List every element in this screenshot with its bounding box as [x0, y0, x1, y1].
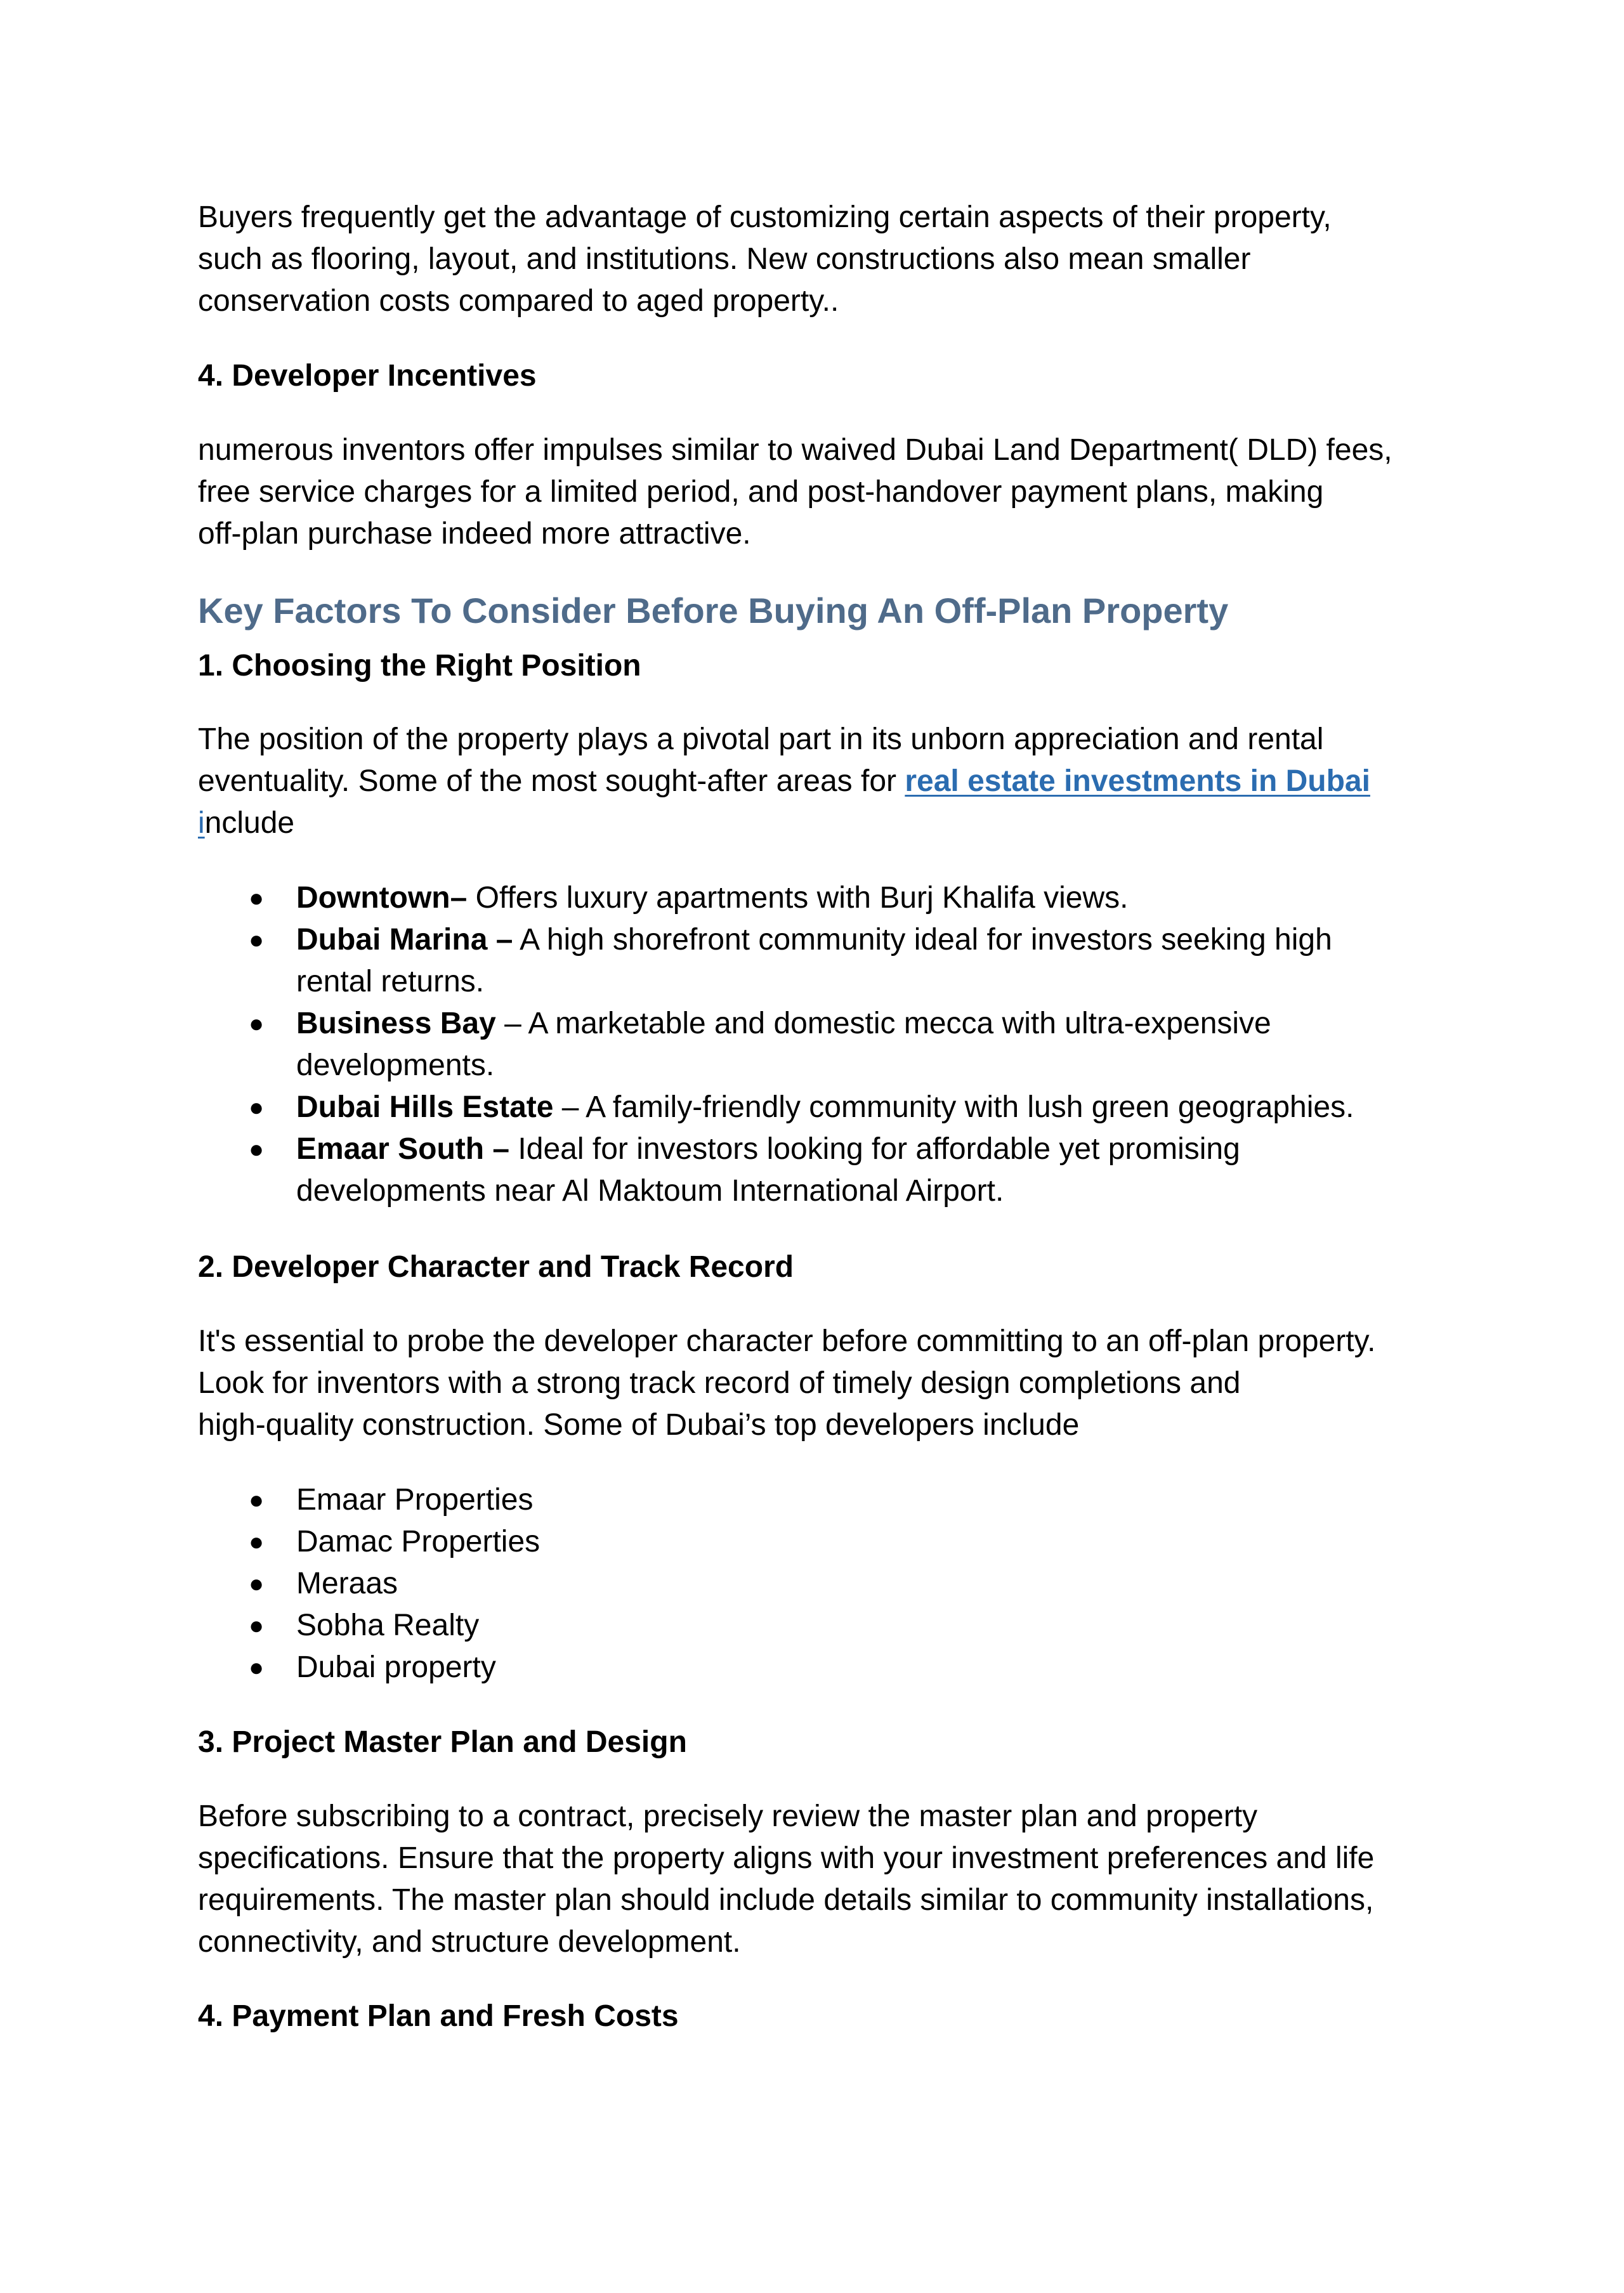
- list-item: [198, 1521, 1460, 1563]
- paragraph-line: connectivity, and structure development.: [198, 1925, 741, 1959]
- area-description: Offers luxury apartments with Burj Khalifa views.: [467, 881, 1129, 915]
- paragraph-line: requirements. The master plan should include details similar to community installations,: [198, 1883, 1374, 1917]
- include-link-char[interactable]: i: [198, 806, 205, 840]
- area-description-continued: developments near Al Maktoum International Airport.: [296, 1174, 1004, 1208]
- list-item: [198, 877, 1460, 919]
- list-item: [198, 1128, 1460, 1212]
- bullet-icon: ●: [249, 926, 265, 954]
- paragraph-text: nclude: [204, 806, 295, 840]
- area-name: Dubai Marina –: [296, 923, 513, 957]
- area-description: – A marketable and domestic mecca with ultra-expensive: [495, 1007, 1271, 1040]
- areas-list: [198, 877, 1460, 1212]
- payment-plan-heading: 4. Payment Plan and Fresh Costs: [198, 1999, 679, 2033]
- developer-name: Damac Properties: [296, 1525, 540, 1558]
- area-description-continued: rental returns.: [296, 965, 485, 998]
- developer-incentives-paragraph: [198, 429, 1460, 555]
- paragraph-line: Buyers frequently get the advantage of customizing certain aspects of their property,: [198, 200, 1332, 234]
- developers-list: [198, 1479, 1460, 1689]
- paragraph-line: It's essential to probe the developer character before committing to an off-plan property.: [198, 1324, 1376, 1358]
- bullet-icon: ●: [249, 1094, 265, 1121]
- paragraph-line: The position of the property plays a pivotal part in its unborn appreciation and rental: [198, 722, 1324, 756]
- developer-name: Dubai property: [296, 1650, 496, 1684]
- developer-character-heading: 2. Developer Character and Track Record: [198, 1250, 794, 1284]
- paragraph-line: Look for inventors with a strong track record of timely design completions and: [198, 1366, 1241, 1400]
- paragraph-line: numerous inventors offer impulses similar to waived Dubai Land Department( DLD) fees,: [198, 433, 1392, 467]
- list-item: [198, 919, 1460, 1003]
- list-item: [198, 1479, 1460, 1521]
- paragraph-line: high-quality construction. Some of Dubai’s top developers include: [198, 1408, 1080, 1442]
- paragraph-line: free service charges for a limited period, and post-handover payment plans, making: [198, 475, 1324, 509]
- list-item: [198, 1647, 1460, 1689]
- developer-character-paragraph: [198, 1321, 1460, 1446]
- intro-paragraph: [198, 197, 1460, 322]
- real-estate-investments-link[interactable]: real estate investments in Dubai: [905, 764, 1370, 798]
- paragraph-line: [198, 761, 1460, 802]
- paragraph-line: off-plan purchase indeed more attractive.: [198, 517, 751, 551]
- list-item: [198, 1003, 1460, 1087]
- area-name: Downtown–: [296, 881, 468, 915]
- area-description: – A family-friendly community with lush green geographies.: [553, 1090, 1354, 1124]
- paragraph-line: specifications. Ensure that the property aligns with your investment preferences and life: [198, 1841, 1375, 1875]
- developer-name: Sobha Realty: [296, 1609, 480, 1642]
- area-name: Emaar South –: [296, 1132, 510, 1166]
- area-name: Business Bay: [296, 1007, 496, 1040]
- paragraph-line: Before subscribing to a contract, precisely review the master plan and property: [198, 1800, 1258, 1833]
- key-factors-heading: Key Factors To Consider Before Buying An Off-Plan Property: [198, 591, 1229, 630]
- bullet-icon: ●: [249, 1486, 265, 1514]
- bullet-icon: ●: [249, 1612, 265, 1640]
- paragraph-line: [198, 802, 1460, 844]
- developer-incentives-heading: 4. Developer Incentives: [198, 359, 537, 393]
- list-item: [198, 1087, 1460, 1128]
- position-heading: 1. Choosing the Right Position: [198, 649, 641, 683]
- paragraph-line: such as flooring, layout, and institutions. New constructions also mean smaller: [198, 242, 1251, 276]
- paragraph-text: eventuality. Some of the most sought-after areas for: [198, 764, 905, 798]
- area-description: A high shorefront community ideal for investors seeking high: [513, 923, 1332, 957]
- list-item: [198, 1563, 1460, 1605]
- area-description-continued: developments.: [296, 1049, 495, 1082]
- bullet-icon: ●: [249, 1570, 265, 1598]
- paragraph-line: conservation costs compared to aged property..: [198, 284, 839, 318]
- master-plan-paragraph: [198, 1796, 1460, 1963]
- list-item: [198, 1605, 1460, 1647]
- developer-name: Emaar Properties: [296, 1483, 534, 1517]
- bullet-icon: ●: [249, 1135, 265, 1163]
- developer-name: Meraas: [296, 1567, 398, 1600]
- master-plan-heading: 3. Project Master Plan and Design: [198, 1725, 687, 1759]
- area-description: Ideal for investors looking for affordable yet promising: [509, 1132, 1240, 1166]
- bullet-icon: ●: [249, 884, 265, 912]
- bullet-icon: ●: [249, 1528, 265, 1556]
- position-paragraph: [198, 719, 1460, 844]
- area-name: Dubai Hills Estate: [296, 1090, 554, 1124]
- bullet-icon: ●: [249, 1654, 265, 1682]
- bullet-icon: ●: [249, 1010, 265, 1038]
